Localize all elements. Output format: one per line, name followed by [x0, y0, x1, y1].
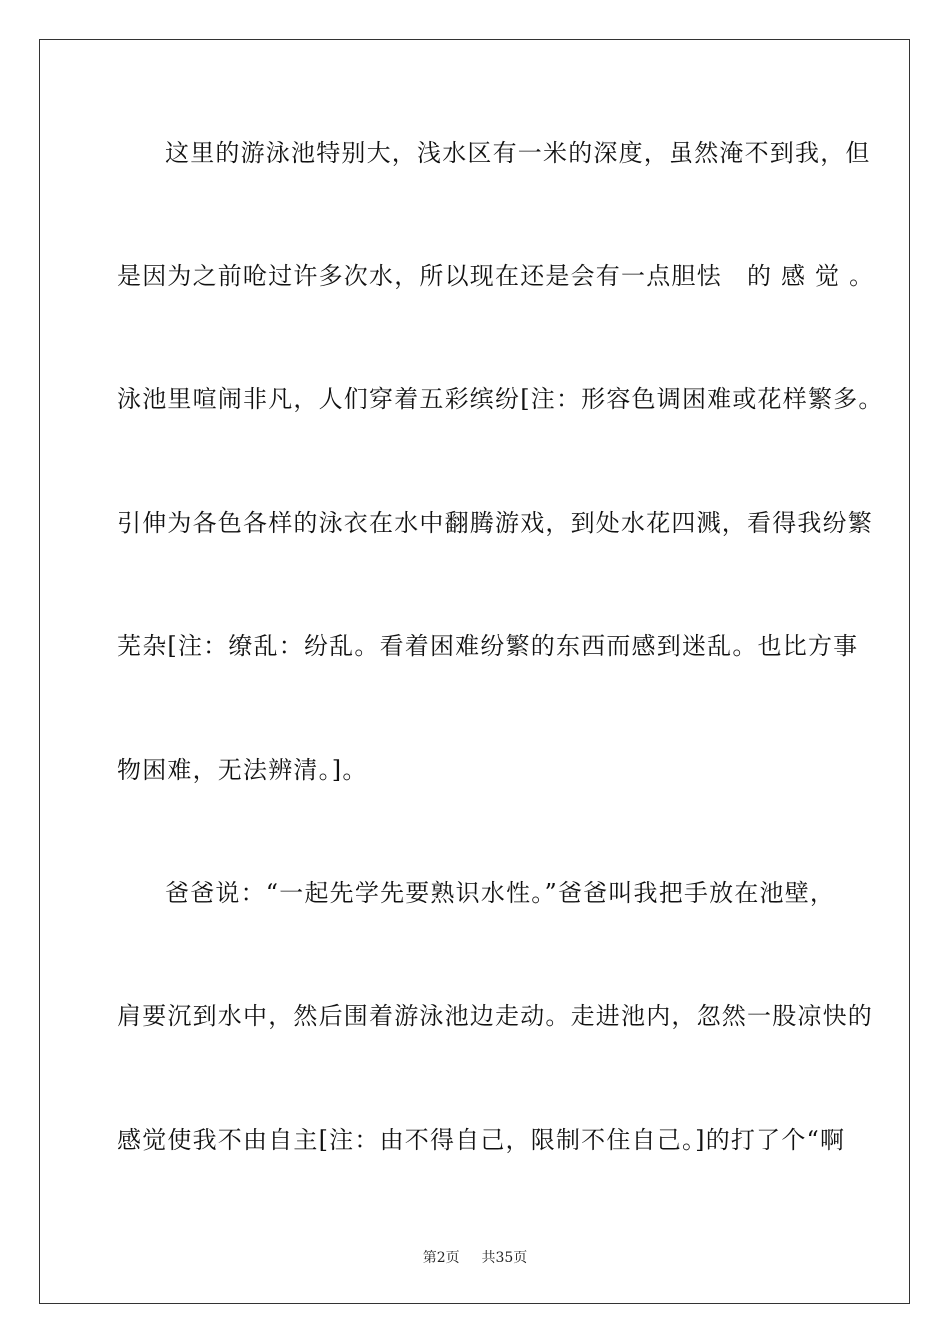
- page-border: [39, 39, 910, 1304]
- paragraph-line-9: 感觉使我不由自主[注：由不得自己，限制不住自己。]的打了个“啊: [117, 1126, 846, 1154]
- paragraph-line-2: 是因为之前呛过许多次水，所以现在还是会有一点胆怯 的 感 觉 。: [117, 262, 875, 290]
- paragraph-line-1: 这里的游泳池特别大，浅水区有一米的深度，虽然淹不到我，但: [165, 139, 871, 167]
- page-total: 共35页: [481, 1250, 528, 1266]
- paragraph-line-8: 肩要沉到水中，然后围着游泳池边走动。走进池内，忽然一股凉快的: [117, 1002, 873, 1030]
- paragraph-line-7: 爸爸说：“一起先学先要熟识水性。”爸爸叫我把手放在池壁，: [165, 879, 836, 907]
- paragraph-line-3: 泳池里喧闹非凡，人们穿着五彩缤纷[注：形容色调困难或花样繁多。: [117, 385, 884, 413]
- paragraph-line-6: 物困难，无法辨清。]。: [117, 756, 368, 784]
- page-number: 第2页: [422, 1250, 460, 1266]
- paragraph-line-5: 芜杂[注：缭乱：纷乱。看着困难纷繁的东西而感到迷乱。也比方事: [117, 632, 859, 660]
- paragraph-line-4: 引伸为各色各样的泳衣在水中翻腾游戏，到处水花四溅，看得我纷繁: [117, 509, 873, 537]
- page-footer: [0, 1247, 950, 1267]
